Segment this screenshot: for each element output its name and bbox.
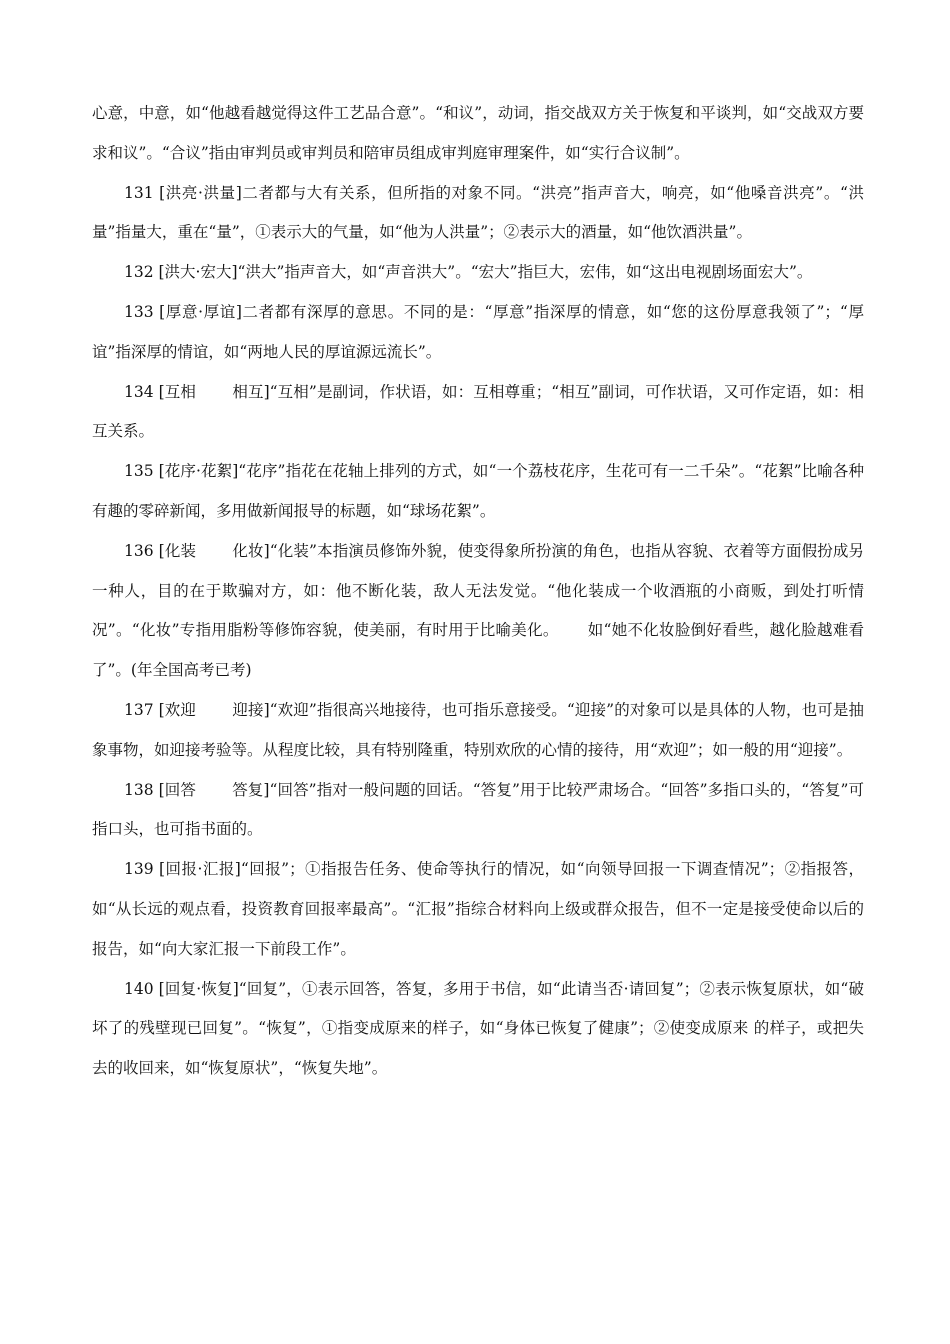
entry-135: 135 [花序·花絮]“花序”指花在花轴上排列的方式，如“一个荔枝花序，生花可有一二千朵”。“花絮”比喻各种有趣的零碎新闻，多用做新闻报导的标题，如“球场花絮”。 xyxy=(92,462,864,520)
paragraph-continuation: 心意，中意，如“他越看越觉得这件工艺品合意”。“和议”，动词，指交战双方关于恢复和平谈判，如“交战双方要求和议”。“合议”指由审判员或审判员和陪审员组成审判庭审理案件，如“实行合议制”。 xyxy=(92,104,864,162)
entry-139: 139 [回报·汇报]“回报”；①指报告任务、使命等执行的情况，如“向领导回报一下调查情况”；②指报答，如“从长远的观点看，投资教育回报率最高”。“汇报”指综合材料向上级或群众报告，但不一定是接受使命以后的报告，如“向大家汇报一下前段工作”。 xyxy=(92,860,864,958)
entry-133: 133 [厚意·厚谊]二者都有深厚的意思。不同的是：“厚意”指深厚的情意，如“您的这份厚意我领了”；“厚谊”指深厚的情谊，如“两地人民的厚谊源远流长”。 xyxy=(92,302,864,361)
entry-138: 138 [回答 答复]“回答”指对一般问题的回话。“答复”用于比较严肃场合。“回答”多指口头的，“答复”可指口头，也可指书面的。 xyxy=(92,780,864,839)
entry-137: 137 [欢迎 迎接]“欢迎”指很高兴地接待，也可指乐意接受。“迎接”的对象可以是具体的人物，也可是抽象事物，如迎接考验等。从程度比较，具有特别隆重，特别欢欣的心情的接待，用“欢迎”；如一般的用“迎接”。 xyxy=(92,700,864,759)
entry-131: 131 [洪亮·洪量]二者都与大有关系，但所指的对象不同。“洪亮”指声音大，响亮，如“他嗓音洪亮”。“洪量”指量大，重在“量”，①表示大的气量，如“他为人洪量”；②表示大的酒量，如“他饮酒洪量”。 xyxy=(92,183,864,242)
entry-132: 132 [洪大·宏大]“洪大”指声音大，如“声音洪大”。“宏大”指巨大，宏伟，如“这出电视剧场面宏大”。 xyxy=(124,263,813,282)
entry-136: 136 [化装 化妆]“化装”本指演员修饰外貌，使变得象所扮演的角色，也指从容貌、衣着等方面假扮成另一种人，目的在于欺骗对方，如：他不断化装，敌人无法发觉。“他化装成一个收酒瓶的小商贩，到处打听情况”。“化妆”专指用脂粉等修饰容貌，使美丽，有时用于比喻美化。 如“她不化妆脸倒好看些，越化脸越难看了”。(年全国高考已考) xyxy=(92,541,864,680)
document-page xyxy=(92,94,864,1089)
entry-134: 134 [互相 相互]“互相”是副词，作状语，如：互相尊重；“相互”副词，可作状语，又可作定语，如：相互关系。 xyxy=(92,382,864,441)
entry-140: 140 [回复·恢复]“回复”，①表示回答，答复，多用于书信，如“此请当否·请回复”；②表示恢复原状，如“破坏了的残壁现已回复”。“恢复”，①指变成原来的样子，如“身体已恢复了健康”；②使变成原来 的样子，或把失去的收回来，如“恢复原状”，“恢复失地”。 xyxy=(92,979,864,1078)
